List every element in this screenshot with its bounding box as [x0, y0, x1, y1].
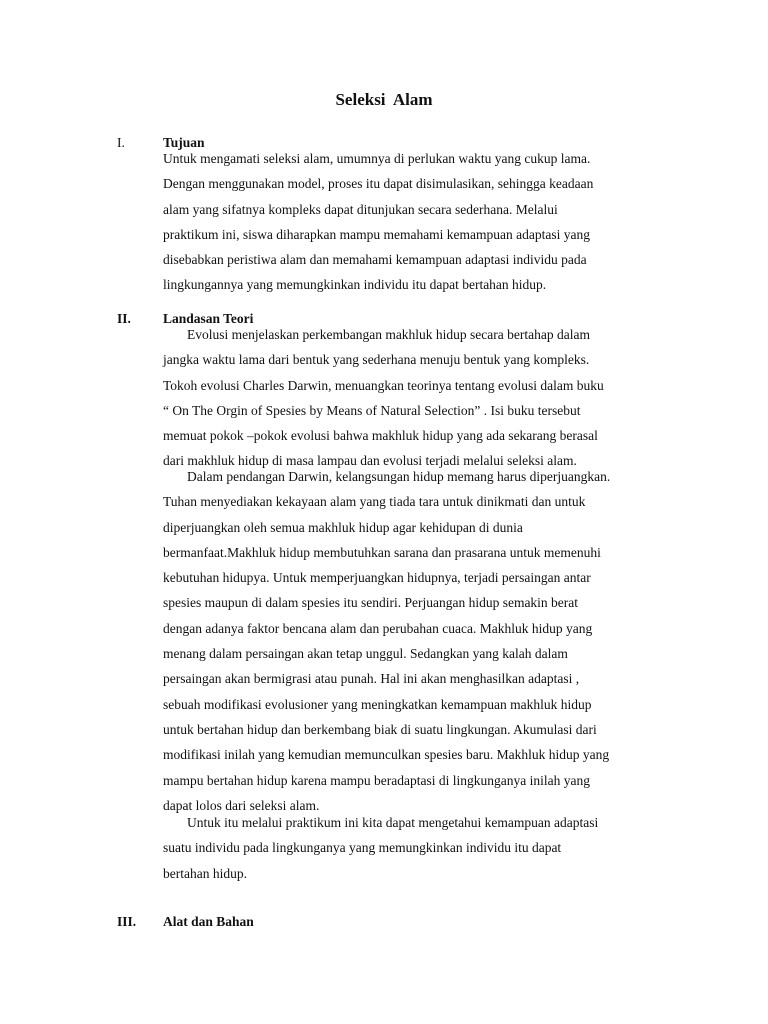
text-line: mampu bertahan hidup karena mampu beradaptasi di lingkunganya inilah yang — [163, 772, 590, 788]
text-line: “ On The Orgin of Spesies by Means of Natural Selection” . Isi buku tersebut — [163, 402, 581, 418]
text-line: Dalam pendangan Darwin, kelangsungan hidup memang harus diperjuangkan. — [187, 469, 611, 484]
text-line: persaingan akan bermigrasi atau punah. Hal ini akan menghasilkan adaptasi , — [163, 671, 580, 687]
text-line: dengan adanya faktor bencana alam dan perubahan cuaca. Makhluk hidup yang — [163, 620, 593, 636]
section-heading-landasan-teori: Landasan Teori — [163, 311, 254, 326]
text-line: praktikum ini, siswa diharapkan mampu memahami kemampuan adaptasi yang — [163, 226, 591, 242]
text-line: spesies maupun di dalam spesies itu sendiri. Perjuangan hidup semakin berat — [163, 595, 579, 611]
section-number-3: III. — [117, 914, 137, 929]
section-heading-alat-dan-bahan: Alat dan Bahan — [163, 914, 254, 929]
text-line: bermanfaat.Makhluk hidup membutuhkan sarana dan prasarana untuk memenuhi — [163, 544, 601, 560]
text-line: modifikasi inilah yang kemudian memunculkan spesies baru. Makhluk hidup yang — [163, 747, 610, 763]
text-line: Untuk mengamati seleksi alam, umumnya di perlukan waktu yang cukup lama. — [163, 151, 591, 166]
document-title: Seleksi Alam — [335, 90, 433, 109]
landasan-paragraph-2 — [163, 464, 683, 818]
landasan-paragraph-3 — [163, 810, 683, 886]
text-line: menang dalam persaingan akan tetap unggul. Sedangkan yang kalah dalam — [163, 646, 568, 662]
text-line: dari makhluk hidup di masa lampau dan evolusi terjadi melalui seleksi alam. — [163, 453, 577, 469]
text-line: diperjuangkan oleh semua makhluk hidup agar kehidupan di dunia — [163, 519, 523, 535]
text-line: Evolusi menjelaskan perkembangan makhluk hidup secara bertahap dalam — [187, 327, 590, 342]
text-line: alam yang sifatnya kompleks dapat ditunjukan secara sederhana. Melalui — [163, 201, 558, 217]
section-number-2: II. — [117, 311, 131, 326]
text-line: dapat lolos dari seleksi alam. — [163, 797, 320, 813]
text-line: Tuhan menyediakan kekayaan alam yang tiada tara untuk dinikmati dan untuk — [163, 494, 586, 510]
text-line: disebabkan peristiwa alam dan memahami kemampuan adaptasi individu pada — [163, 252, 587, 268]
section-heading-tujuan: Tujuan — [163, 135, 205, 150]
text-line: Untuk itu melalui praktikum ini kita dapat mengetahui kemampuan adaptasi — [187, 815, 599, 830]
text-line: kebutuhan hidupya. Untuk memperjuangkan hidupnya, terjadi persaingan antar — [163, 570, 591, 586]
section-number-1: I. — [117, 135, 125, 150]
text-line: bertahan hidup. — [163, 865, 247, 881]
text-line: sebuah modifikasi evolusioner yang meningkatkan kemampuan makhluk hidup — [163, 696, 592, 712]
landasan-paragraph-1 — [163, 322, 683, 474]
tujuan-paragraph — [163, 146, 683, 298]
text-line: Dengan menggunakan model, proses itu dapat disimulasikan, sehingga keadaan — [163, 176, 594, 192]
text-line: lingkungannya yang memungkinkan individu itu dapat bertahan hidup. — [163, 277, 547, 293]
text-line: suatu individu pada lingkunganya yang memungkinkan individu itu dapat — [163, 840, 562, 856]
text-line: jangka waktu lama dari bentuk yang sederhana menuju bentuk yang kompleks. — [163, 352, 590, 368]
text-line: untuk bertahan hidup dan berkembang biak di suatu lingkungan. Akumulasi dari — [163, 721, 597, 737]
text-line: Tokoh evolusi Charles Darwin, menuangkan teorinya tentang evolusi dalam buku — [163, 377, 604, 393]
text-line: memuat pokok –pokok evolusi bahwa makhluk hidup yang ada sekarang berasal — [163, 428, 598, 444]
